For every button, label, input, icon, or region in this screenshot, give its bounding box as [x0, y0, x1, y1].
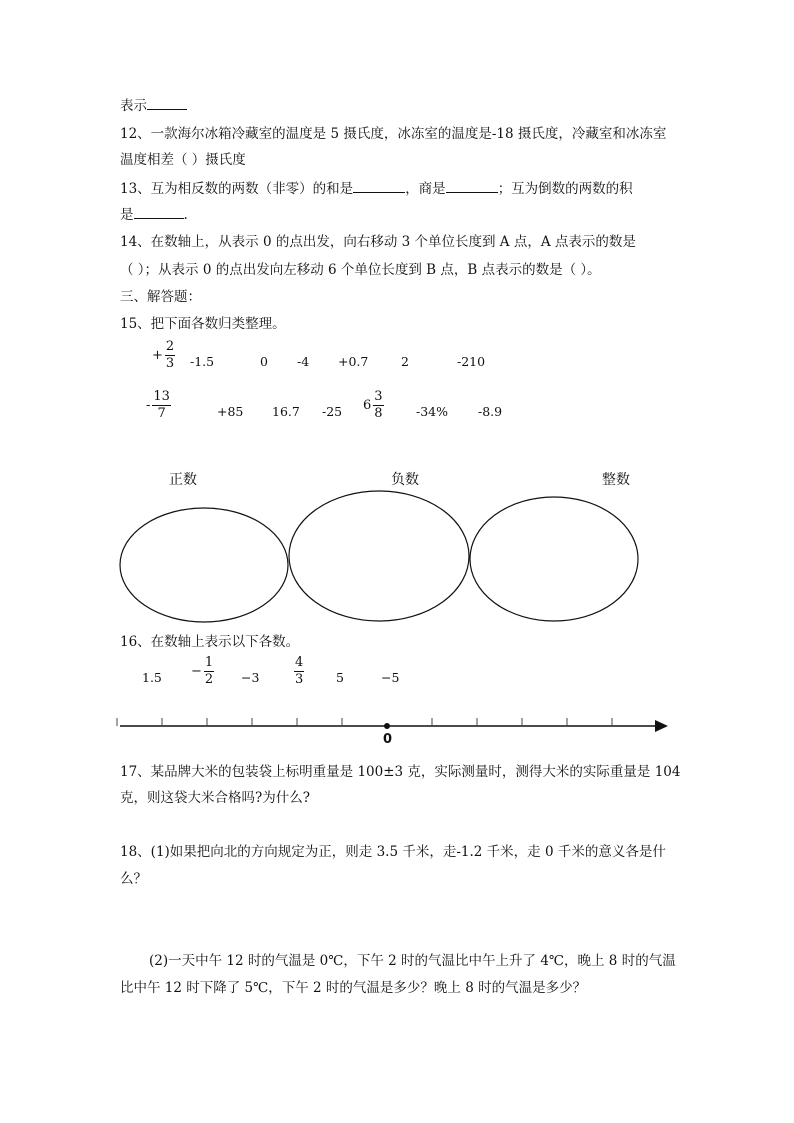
axis-origin-dot [384, 723, 390, 729]
q15-number-r1-6: -210 [457, 354, 486, 369]
q15-number-r1-1: -1.5 [190, 354, 215, 369]
ellipse-negative[interactable] [289, 491, 469, 621]
q13-text-c: ；互为倒数的两数的积 [497, 181, 633, 197]
q13-text-a: 13、互为相反数的两数（非零）的和是 [120, 181, 354, 197]
q16-title: 16、在数轴上表示以下各数。 [120, 634, 300, 650]
q11-prefix: 表示 [120, 98, 147, 114]
q18-p2-line1: (2)一天中午 12 时的气温是 0℃，下午 2 时的气温比中午上升了 4℃，晚上 8 时的气温 [149, 953, 676, 969]
label-positive: 正数 [169, 472, 197, 488]
q13-text-d: 是 [120, 207, 134, 223]
q15-number-r1-3: -4 [297, 354, 310, 369]
label-negative: 负数 [391, 472, 419, 488]
q16-number-3: $\frac{4}{3}$ [295, 655, 304, 687]
q15-number-r1-5: 2 [401, 354, 409, 369]
axis-origin-label: 0 [383, 732, 393, 747]
q17-line2: 克，则这袋大米合格吗?为什么? [120, 790, 310, 806]
q16-number-2: −3 [241, 670, 260, 685]
ellipse-positive[interactable] [120, 508, 288, 622]
q15-number-r1-2: 0 [260, 354, 268, 369]
q15-number-r2-2: 16.7 [272, 404, 300, 419]
q15-title: 15、把下面各数归类整理。 [120, 316, 286, 332]
axis-arrow [655, 720, 668, 732]
q17-line1: 17、某品牌大米的包装袋上标明重量是 100±3 克，实际测量时，测得大米的实际重量是 104 [120, 764, 681, 780]
q15-number-r2-0: - $\frac{13}{7}$ [146, 389, 170, 421]
ellipse-integer[interactable] [470, 497, 638, 621]
section-heading: 三、解答题： [120, 289, 201, 305]
q18-p2-line2: 比中午 12 时下降了 5℃，下午 2 时的气温是多少？晚上 8 时的气温是多少？ [120, 980, 587, 996]
q12-line1: 12、一款海尔冰箱冷藏室的温度是 5 摄氏度，冰冻室的温度是-18 摄氏度，冷藏室和冰冻室 [120, 126, 667, 142]
q14-line2: （ ）；从表示 0 的点出发向左移动 6 个单位长度到 B 点，B 点表示的数是（ ）。 [120, 262, 601, 278]
q16-number-0: 1.5 [142, 670, 162, 685]
q15-number-r2-5: -34% [416, 404, 449, 419]
q16-number-4: 5 [336, 670, 344, 685]
q12-line2: 温度相差（ ）摄氏度 [120, 152, 246, 168]
q13-text-b: ，商是 [405, 181, 446, 197]
q15-number-r2-4: 6 $\frac{3}{8}$ [363, 389, 383, 421]
q15-number-r2-6: -8.9 [478, 404, 503, 419]
q15-number-r1-0: + $\frac{2}{3}$ [152, 339, 175, 371]
q16-number-5: −5 [381, 670, 400, 685]
q14-line1: 14、在数轴上，从表示 0 的点出发，向右移动 3 个单位长度到 A 点，A 点表示的数是 [120, 234, 636, 250]
number-axis[interactable] [117, 718, 668, 732]
label-integer: 整数 [602, 472, 630, 488]
q15-number-r2-1: +85 [217, 404, 244, 419]
q18-p1-line1: 18、(1)如果把向北的方向规定为正，则走 3.5 千米，走-1.2 千米，走 0 千米的意义各是什 [120, 844, 666, 860]
q18-p1-line2: 么？ [120, 871, 147, 887]
q16-number-1: − $\frac{1}{2}$ [191, 655, 214, 687]
q15-number-r1-4: +0.7 [338, 354, 369, 369]
q13-text-e: . [183, 207, 188, 223]
q15-number-r2-3: -25 [322, 404, 343, 419]
